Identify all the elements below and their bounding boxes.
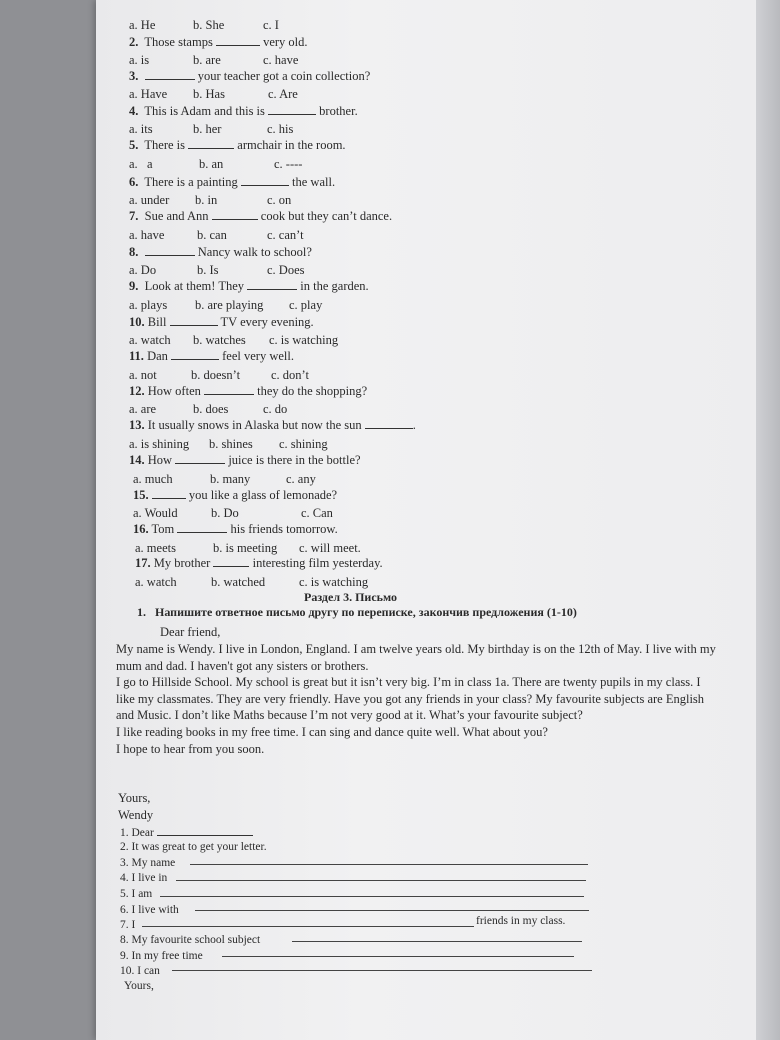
answer-rule-3[interactable] [190, 864, 588, 865]
q7-options: a. have b. can c. can’t [129, 228, 304, 242]
q8-options: a. Do b. Is c. Does [129, 263, 305, 277]
answer-rule-9[interactable] [222, 956, 574, 957]
letter-paragraph-2: I go to Hillside School. My school is great but it isn’t very big. I’m in class 1a. There are twenty pupils in my class. I like my classmates. They are very friendly. Have you got any friends in your class? My favourite subjects are English and Music. I don’t like Maths because I’m not very good at it. What’s your favourite subject? [116, 675, 705, 723]
q16-stem: 16. Tom his friends tomorrow. [133, 522, 338, 536]
q6-options: a. under b. in c. on [129, 193, 292, 207]
q4-stem: 4. This is Adam and this is brother. [129, 104, 358, 118]
q1-option-a: a. He [129, 18, 156, 32]
q14-options: a. much b. many c. any [133, 472, 316, 486]
letter-paragraph-4: I hope to hear from you soon. [116, 741, 265, 756]
final-closing: Yours, [124, 980, 154, 992]
q15-blank [152, 488, 186, 499]
task-instruction: 1. Напишите ответное письмо другу по переписке, закончив предложения (1-10) [137, 605, 577, 619]
q10-options: a. watch b. watches c. is watching [129, 333, 339, 347]
q14-blank [175, 453, 225, 464]
answer-line-2: 2. It was great to get your letter. [120, 841, 267, 853]
letter-signature: Wendy [118, 808, 154, 822]
q3-options: a. Have b. Has c. Are [129, 87, 298, 101]
q16-blank [177, 522, 227, 533]
q17-blank [213, 556, 249, 567]
section-title: Раздел 3. Письмо [304, 590, 397, 604]
q15-options: a. Would b. Do c. Can [133, 506, 333, 520]
q5-stem: 5. There is armchair in the room. [129, 138, 346, 152]
q1-options [129, 18, 279, 32]
q8-stem: 8. Nancy walk to school? [129, 245, 312, 259]
q4-options: a. its b. her c. his [129, 122, 294, 136]
q13-options: a. is shining b. shines c. shining [129, 437, 328, 451]
q7-stem: 7. Sue and Ann cook but they can’t dance. [129, 209, 393, 223]
answer-rule-8[interactable] [292, 941, 582, 942]
q14-stem: 14. How juice is there in the bottle? [129, 453, 361, 467]
q2-blank [216, 35, 260, 46]
q9-blank [247, 279, 297, 290]
answer-line-9-label: 9. In my free time [120, 950, 203, 962]
q15-stem: 15. you like a glass of lemonade? [133, 488, 338, 502]
answer-rule-7[interactable] [142, 926, 474, 927]
answer-line-5-label: 5. I am [120, 888, 153, 900]
q5-options: a. a b. an c. ---- [129, 157, 303, 171]
q2-options: a. is b. are c. have [129, 53, 299, 67]
answer-line-4-label: 4. I live in [120, 872, 168, 884]
q7-blank [212, 209, 258, 220]
q13-blank [365, 418, 413, 429]
q12-options: a. are b. does c. do [129, 402, 288, 416]
q4-blank [268, 104, 316, 115]
q16-options: a. meets b. is meeting c. will meet. [135, 541, 361, 555]
q11-blank [171, 349, 219, 360]
q9-stem: 9. Look at them! They in the garden. [129, 279, 369, 293]
q2-stem: 2. Those stamps very old. [129, 35, 308, 49]
q9-options: a. plays b. are playing c. play [129, 298, 323, 312]
q17-options: a. watch b. watched c. is watching [135, 575, 369, 589]
q1-option-b: b. She [193, 18, 225, 32]
q5-blank [188, 138, 234, 149]
q17-stem: 17. My brother interesting film yesterday. [135, 556, 383, 570]
answer-line-7-label: 7. I [120, 919, 136, 931]
letter-paragraph-1: My name is Wendy. I live in London, England. I am twelve years old. My birthday is on the 12th of May. I live with my mum and dad. I haven't got any sisters or brothers. [116, 642, 716, 673]
letter-body [116, 641, 722, 757]
q8-blank [145, 245, 195, 256]
letter-greeting: Dear friend, [160, 625, 221, 639]
page-edge [756, 0, 780, 1040]
answer-rule-4[interactable] [176, 880, 586, 881]
answer-rule-6[interactable] [195, 910, 589, 911]
q12-blank [204, 384, 254, 395]
q6-blank [241, 175, 289, 186]
q10-blank [170, 315, 218, 326]
q12-stem: 12. How often they do the shopping? [129, 384, 368, 398]
q3-stem: 3. your teacher got a coin collection? [129, 69, 371, 83]
q6-stem: 6. There is a painting the wall. [129, 175, 336, 189]
answer-line-1[interactable]: 1. Dear [120, 825, 253, 840]
worksheet-page [96, 0, 756, 1040]
letter-closing: Yours, [118, 791, 151, 805]
letter-paragraph-3: I like reading books in my free time. I can sing and dance quite well. What about you? [116, 724, 548, 739]
answer-blank-1[interactable] [157, 825, 253, 836]
q1-option-c: c. I [263, 18, 279, 32]
q11-stem: 11. Dan feel very well. [129, 349, 294, 363]
answer-line-3-label: 3. My name [120, 857, 176, 869]
answer-line-6-label: 6. I live with [120, 904, 179, 916]
answer-rule-10[interactable] [172, 970, 592, 971]
q13-stem: 13. It usually snows in Alaska but now the sun . [129, 418, 416, 432]
answer-line-10-label: 10. I can [120, 965, 160, 977]
answer-rule-5[interactable] [160, 896, 584, 897]
q11-options: a. not b. doesn’t c. don’t [129, 368, 309, 382]
q10-stem: 10. Bill TV every evening. [129, 315, 314, 329]
answer-line-7-suffix: friends in my class. [476, 915, 566, 927]
answer-line-8-label: 8. My favourite school subject [120, 934, 261, 946]
q3-blank [145, 69, 195, 80]
